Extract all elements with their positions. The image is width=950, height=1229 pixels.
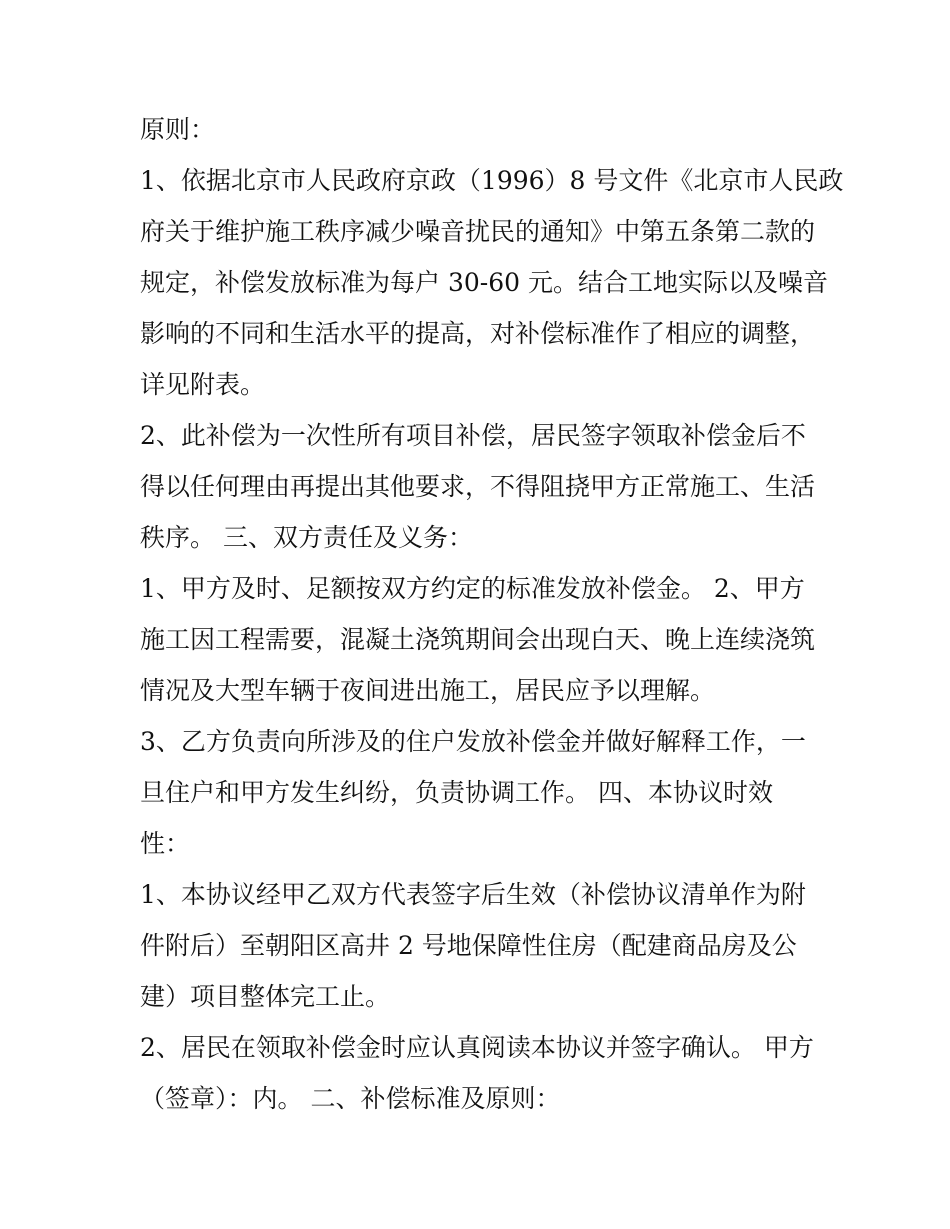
text-line: 情况及大型车辆于夜间进出施工，居民应予以理解。 [140,676,716,705]
document-body [140,104,844,1124]
text-line: 1、依据北京市人民政府京政（1996）8 号文件《北京市人民政 [140,166,844,195]
text-line: 2、此补偿为一次性所有项目补偿，居民签字领取补偿金后不 [140,421,806,450]
text-line: 1、本协议经甲乙双方代表签字后生效（补偿协议清单作为附 [140,880,806,909]
text-line: 建）项目整体完工止。 [140,982,391,1011]
text-line: 性： [140,829,191,858]
text-line: 3、乙方负责向所涉及的住户发放补偿金并做好解释工作，一 [140,727,806,756]
text-line: 秩序。 三、双方责任及义务： [140,523,473,552]
text-line: （签章）：内。 二、补偿标准及原则： [140,1084,561,1113]
text-line: 详见附表。 [140,370,266,399]
text-line: 施工因工程需要，混凝土浇筑期间会出现白天、晚上连续浇筑 [140,625,816,654]
text-line: 影响的不同和生活水平的提高，对补偿标准作了相应的调整， [140,319,816,348]
text-line: 件附后）至朝阳区高井 2 号地保障性住房（配建商品房及公 [140,931,797,960]
text-line: 府关于维护施工秩序减少噪音扰民的通知》中第五条第二款的 [140,217,816,246]
text-line: 规定，补偿发放标准为每户 30-60 元。结合工地实际以及噪音 [140,268,828,297]
text-line: 原则： [140,115,216,144]
text-line: 1、甲方及时、足额按双方约定的标准发放补偿金。 2、甲方 [140,574,805,603]
text-line: 旦住户和甲方发生纠纷，负责协调工作。 四、本协议时效 [140,778,773,807]
text-line: 得以任何理由再提出其他要求，不得阻挠甲方正常施工、生活 [140,472,816,501]
text-line: 2、居民在领取补偿金时应认真阅读本协议并签字确认。 甲方 [140,1033,814,1062]
